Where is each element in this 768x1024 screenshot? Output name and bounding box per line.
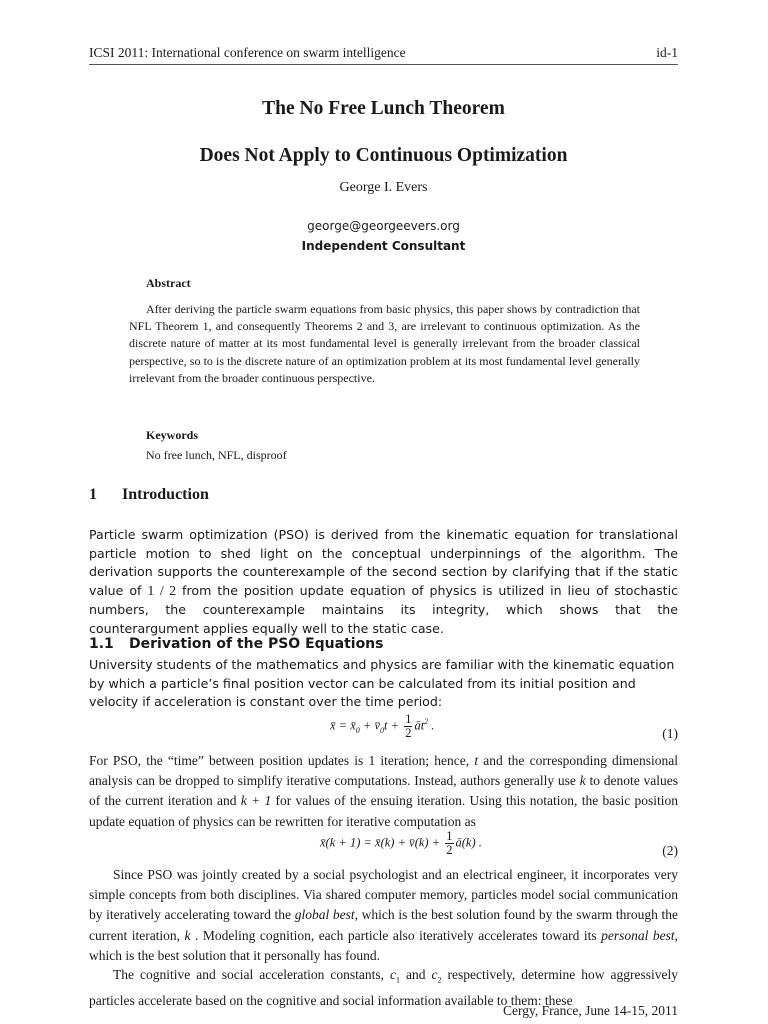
eq1-fraction (404, 713, 412, 740)
derivation-paragraph-1: University students of the mathematics and physics are familiar with the kinematic equation by which a particle’s final position vector can be calculated from its initial position and velocity if acceleration is constant over the time period: (89, 657, 675, 710)
footer-location-date: Cergy, France, June 14-15, 2011 (503, 1003, 678, 1018)
p2-var-t: t (474, 753, 479, 768)
eq2-denominator: 2 (446, 843, 453, 857)
title-line-2: Does Not Apply to Continuous Optimization (199, 145, 568, 166)
eq2-rhs: ā(k) (455, 835, 476, 850)
p3-personal-best: personal best (601, 927, 675, 943)
header-page-id: id-1 (656, 45, 678, 60)
header-rule (89, 64, 678, 65)
p4-text-c: respectively, determine how aggressively particles accelerate based on the cognitive and social information available to them: these (89, 967, 678, 1008)
eq1-end: . (431, 718, 435, 733)
eq1-rhs: āt (414, 718, 425, 733)
header-conference: ICSI 2011: International conference on swarm intelligence (89, 45, 406, 60)
abstract-heading: Abstract (146, 276, 191, 290)
eq1-sub0: 0 (355, 725, 360, 735)
section-1-number: 1 (89, 486, 97, 503)
author-name: George I. Evers (339, 180, 428, 195)
intro-paragraph (89, 526, 678, 639)
intro-math-half: 1 / 2 (147, 583, 177, 599)
eq1-mid: + v̄ (359, 718, 381, 733)
p3-text-b: , which is the best solution found by the swarm through the current iteration, (89, 907, 679, 943)
eq2-numerator: 1 (446, 829, 453, 843)
intro-text-a: Particle swarm optimization (PSO) is derived from the kinematic equation for translational particle motion to shed light on the conceptual underpinnings of the algorithm. The derivation supports the counterexample of the second section by clarifying that if the static value of (89, 527, 678, 598)
title-line-1: The No Free Lunch Theorem (262, 98, 505, 119)
subsection-1-1-number: 1.1 (89, 636, 114, 652)
p4-c1-sub: 1 (396, 975, 401, 985)
abstract-text: After deriving the particle swarm equations from basic physics, this paper shows by contradiction that NFL Theorem 1, and consequently Theorems 2 and 3, are irrelevant to continuous optimization. As the discrete nature of matter at its most fundamental level is generally irrelevant from the broader classical perspective, so to is the discrete nature of an optimization problem at its most fundamental level generally irrelevant from the broader continuous perspective. (129, 302, 640, 385)
p2-text-c: to denote values of the current iteration and (89, 773, 678, 809)
intro-text-b: from the position update equation of physics is utilized in lieu of stochastic numbers, the counterexample maintains its integrity, which shows that the counterargument applies equally well to the static case. (89, 582, 678, 636)
p4-c2-sub: 2 (437, 975, 442, 985)
derivation-paragraph-2 (89, 751, 678, 832)
keywords-heading: Keywords (146, 428, 198, 442)
p3-text-a: Since PSO was jointly created by a social psychologist and an electrical engineer, it incorporates very simple concepts from both disciplines. Via shared computer memory, particles model social communication by iteratively accelerating toward the (89, 867, 678, 923)
subsection-1-1-title: Derivation of the PSO Equations (129, 636, 384, 652)
p3-var-k: k (184, 927, 191, 943)
eq2-lhs: x̄(k + 1) = x̄(k) + v̄(k) + (320, 835, 444, 850)
eq1-lhs: x̄ = x̄ (330, 718, 356, 733)
eq1-t: t + (384, 718, 403, 733)
author-email: george@georgeevers.org (307, 219, 460, 233)
author-affiliation: Independent Consultant (301, 239, 466, 253)
p4-text-a: The cognitive and social acceleration constants, (113, 967, 391, 982)
equation-1-body (330, 713, 434, 740)
p2-text-d: for values of the ensuing iteration. Using this notation, the basic position update equation of physics can be rewritten for iterative computation as (89, 793, 678, 829)
eq2-fraction (445, 830, 453, 857)
eq1-sub0b: 0 (380, 725, 385, 735)
eq2-end: . (478, 835, 482, 850)
subsection-1-1-heading (89, 636, 383, 652)
p2-text-b: and the corresponding dimensional analysis can be dropped to simplify iterative computations. Instead, authors generally use (89, 753, 678, 789)
derivation-paragraph-3 (89, 865, 678, 966)
equation-2-number: (2) (662, 843, 678, 858)
eq1-numerator: 1 (405, 712, 412, 726)
p4-text-b: and (400, 967, 432, 982)
p3-text-d: , which is the best solution that it personally has found. (89, 927, 678, 963)
equation-1 (89, 713, 678, 747)
equation-2 (89, 830, 678, 864)
p2-text-a: For PSO, the “time” between position updates is 1 iteration; hence, (89, 753, 475, 768)
p2-var-k1: k + 1 (240, 793, 272, 809)
p4-c2: c (431, 967, 438, 982)
section-1-heading (89, 486, 209, 504)
equation-1-number: (1) (662, 726, 678, 741)
equation-2-body (320, 830, 482, 857)
eq1-sup: 2 (424, 717, 429, 727)
p3-text-c: . Modeling cognition, each particle also iteratively accelerates toward its (190, 927, 602, 943)
section-1-title: Introduction (122, 486, 209, 503)
p3-global-best: global best (294, 907, 355, 923)
p4-c1: c (390, 967, 397, 982)
eq1-denominator: 2 (405, 726, 412, 740)
p2-var-k: k (579, 773, 586, 789)
keywords-text: No free lunch, NFL, disproof (146, 448, 287, 462)
